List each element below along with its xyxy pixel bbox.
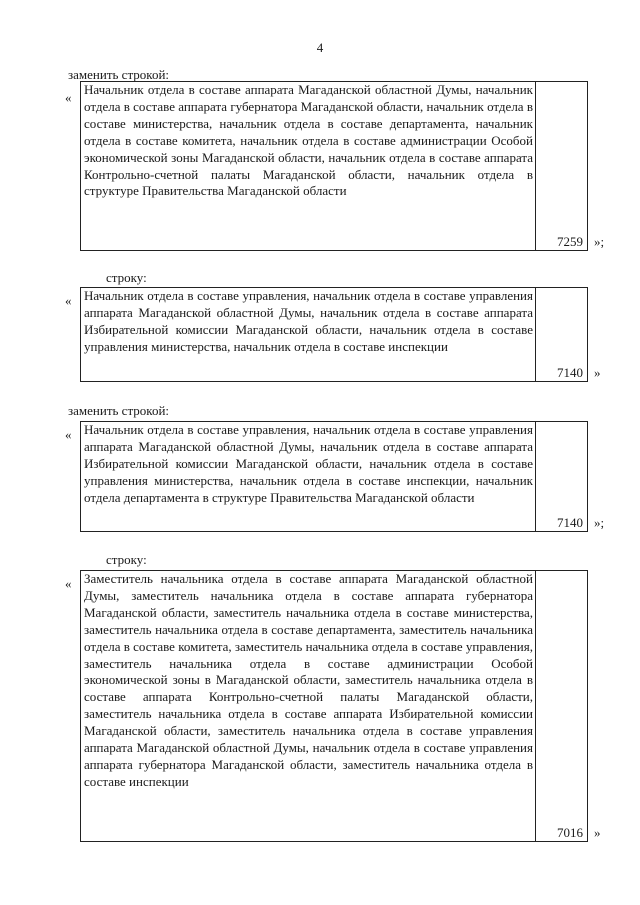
position-table xyxy=(80,421,588,532)
replace-label: заменить строкой: xyxy=(68,67,170,82)
open-quote: « xyxy=(65,427,72,442)
close-quote: »; xyxy=(594,515,605,530)
close-quote: »; xyxy=(594,234,605,249)
salary-cell xyxy=(536,571,587,841)
open-quote: « xyxy=(65,293,72,308)
close-quote: » xyxy=(594,365,601,380)
page-number: 4 xyxy=(316,40,324,55)
salary-cell xyxy=(536,82,587,250)
position-table xyxy=(80,287,588,382)
salary-value: 7140 xyxy=(557,365,583,380)
position-description: Начальник отдела в составе управления, начальник отдела в составе управления аппарата Магаданской областной Думы, начальник отдела в составе аппарата Избирательной комиссии Магаданской области, начальник отдела в составе управления министерства, начальник отдела в составе инспекции, начальник отдела департамента в структуре Правительства Магаданской области xyxy=(81,422,536,531)
salary-cell xyxy=(536,288,587,381)
position-description: Начальник отдела в составе управления, начальник отдела в составе управления аппарата Магаданской областной Думы, начальник отдела в составе аппарата Избирательной комиссии Магаданской области, начальник отдела в составе управления министерства, начальник отдела в составе инспекции xyxy=(81,288,536,381)
open-quote: « xyxy=(65,90,72,105)
replace-label: заменить строкой: xyxy=(68,403,170,418)
salary-value: 7016 xyxy=(557,825,583,840)
position-description: Заместитель начальника отдела в составе аппарата Магаданской областной Думы, заместитель начальника отдела в составе аппарата губернатора Магаданской области, заместитель начальника отдела в составе министерства, заместитель начальника отдела в составе департамента, заместитель начальника отдела в составе комитета, заместитель начальника отдела в составе управления, заместитель начальника отдела в составе администрации Особой экономической зоны в Магаданской области, заместитель начальника отдела в составе аппарата Контрольно-счетной палаты Магаданской области, заместитель начальника отдела в составе аппарата Избирательной комиссии Магаданской области, заместитель начальника отдела в составе управления аппарата Магаданской областной Думы, начальник отдела в составе управления аппарата губернатора Магаданской области, заместитель начальника отдела в составе инспекции xyxy=(81,571,536,841)
position-description: Начальник отдела в составе аппарата Магаданской областной Думы, начальник отдела в составе аппарата губернатора Магаданской области, начальник отдела в составе министерства, начальник отдела в составе департамента, начальник отдела в составе комитета, начальник отдела в составе администрации Особой экономической зоны Магаданской области, начальник отдела в составе аппарата Контрольно-счетной палаты Магаданской области, начальник отдела в структуре Правительства Магаданской области xyxy=(81,82,536,250)
open-quote: « xyxy=(65,576,72,591)
salary-value: 7259 xyxy=(557,234,583,249)
row-label: строку: xyxy=(106,270,147,285)
row-label: строку: xyxy=(106,552,147,567)
position-table xyxy=(80,570,588,842)
position-table xyxy=(80,81,588,251)
salary-value: 7140 xyxy=(557,515,583,530)
close-quote: » xyxy=(594,825,601,840)
salary-cell xyxy=(536,422,587,531)
